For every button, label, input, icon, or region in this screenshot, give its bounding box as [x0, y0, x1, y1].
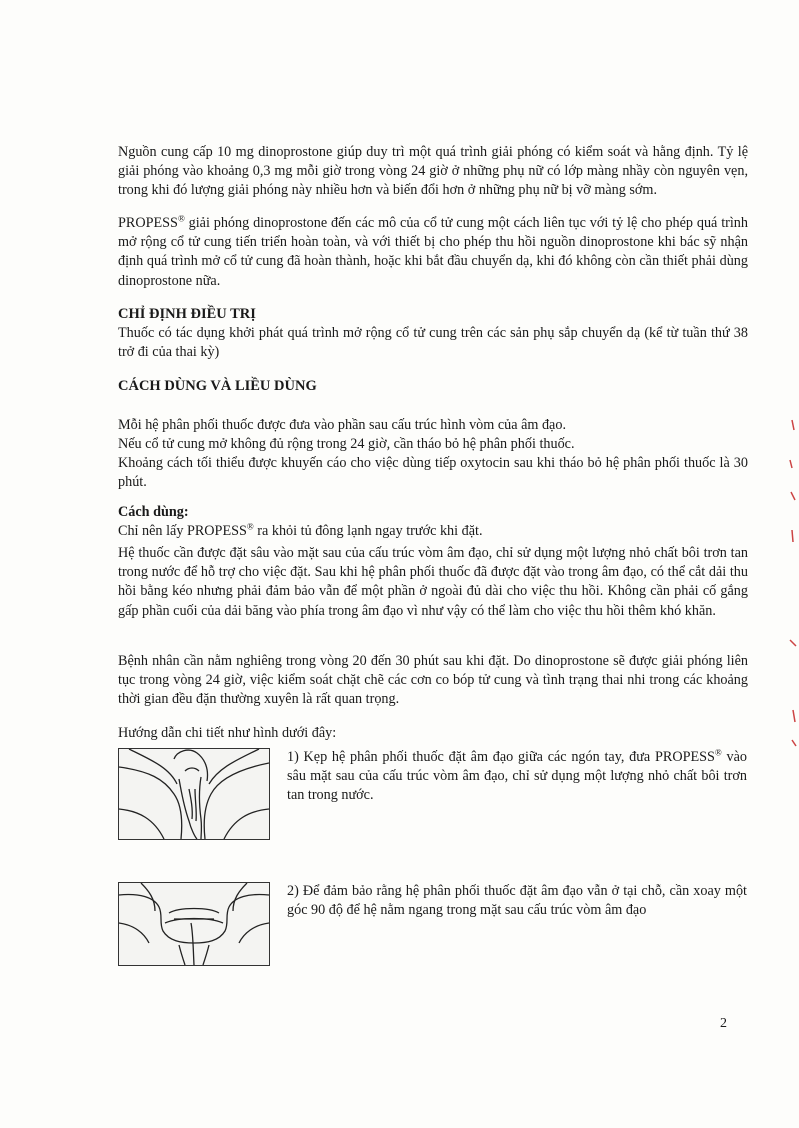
- indication-text: Thuốc có tác dụng khởi phát quá trình mở rộng cổ tử cung trên các sản phụ sắp chuyển dạ (kể từ tuần thứ 38 trở đi của thai kỳ): [118, 325, 748, 361]
- page-number: 2: [720, 1016, 727, 1031]
- usage-line-1: [118, 522, 748, 541]
- step-1-text: [287, 748, 747, 806]
- intro-paragraph-2: [118, 214, 748, 291]
- usage-paragraph-2: Bệnh nhân cần nằm nghiêng trong vòng 20 đến 30 phút sau khi đặt. Do dinoprostone sẽ được giải phóng liên tục trong vòng 24 giờ, việc kiểm soát chặt chẽ các cơn co bóp tử cung và tình trạng thai nhi trong các khoảng thời gian đều đặn thường xuyên là rất quan trọng.: [118, 653, 748, 708]
- step-2-pre: 2) Để đảm bảo rằng hệ phân phối thuốc đặt âm đạo vẫn ở tại chỗ, cần xoay một góc 90 độ để hệ nằm ngang trong mặt sau cấu trúc vòm âm đạo: [287, 883, 747, 919]
- step-2-text: [287, 882, 747, 920]
- scan-edge-marks-icon: [776, 410, 799, 770]
- placement-drawing-icon: [119, 883, 269, 965]
- insertion-illustration-1: [118, 748, 270, 840]
- dosage-line-3: Khoảng cách tối thiểu được khuyến cáo cho việc dùng tiếp oxytocin sau khi tháo bỏ hệ phân phối thuốc là 30 phút.: [118, 455, 748, 491]
- intro-paragraph-1: Nguồn cung cấp 10 mg dinoprostone giúp duy trì một quá trình giải phóng có kiểm soát và hằng định. Tỷ lệ giải phóng vào khoảng 0,3 mg mỗi giờ trong vòng 24 giờ ở những phụ nữ có lớp màng nhầy còn nguyên vẹn, trong khi đó lượng giải phóng này nhiều hơn và biến đổi hơn ở những phụ nữ bị vỡ màng sớm.: [118, 144, 748, 199]
- step-1-pre: 1) Kẹp hệ phân phối thuốc đặt âm đạo giữa các ngón tay, đưa PROPESS: [287, 749, 715, 765]
- usage-line-1-pre: Chỉ nên lấy PROPESS: [118, 523, 247, 539]
- registered-mark: ®: [714, 747, 722, 758]
- insertion-illustration-2: [118, 882, 270, 966]
- dosage-line-1: Mỗi hệ phân phối thuốc được đưa vào phần sau cấu trúc hình vòm của âm đạo.: [118, 417, 566, 433]
- guide-text: Hướng dẫn chi tiết như hình dưới đây:: [118, 725, 337, 741]
- usage-line-1-post: ra khỏi tủ đông lạnh ngay trước khi đặt.: [253, 523, 483, 539]
- registered-mark: ®: [177, 213, 185, 224]
- insertion-drawing-icon: [119, 749, 269, 839]
- usage-paragraph: Hệ thuốc cần được đặt sâu vào mặt sau của cấu trúc vòm âm đạo, chỉ sử dụng một lượng nhỏ chất bôi trơn tan trong nước để hỗ trợ cho việc đặt. Sau khi hệ phân phối thuốc đã được đặt vào trong âm đạo, có thể cắt dải thu hồi bằng kéo nhưng phải đảm bảo vẫn để một phần ở ngoài đủ dài cho việc thu hồi. Không cần phải cố gắng gấp phần cuối của dải băng vào phía trong âm đạo vì như vậy có thể làm cho việc thu hồi thêm khó khăn.: [118, 545, 748, 619]
- brand-name: PROPESS: [118, 215, 178, 231]
- registered-mark: ®: [246, 521, 254, 532]
- intro-paragraph-2-text: giải phóng dinoprostone đến các mô của cổ tử cung một cách liên tục với tỷ lệ cho phép quá trình mở rộng cổ tử cung tiến triển hoàn toàn, và với thiết bị cho phép thu hồi nguồn dinoprostone khi bác sỹ nhận định quá trình mở cổ tử cung đã hoàn thành, hoặc khi bắt đầu chuyển dạ, khi đó không còn cần thiết phải dùng dinoprostone nữa.: [118, 215, 748, 289]
- dosage-heading: CÁCH DÙNG VÀ LIỀU DÙNG: [118, 378, 317, 394]
- indication-heading: CHỈ ĐỊNH ĐIỀU TRỊ: [118, 306, 256, 322]
- dosage-line-2: Nếu cổ tử cung mở không đủ rộng trong 24 giờ, cần tháo bỏ hệ phân phối thuốc.: [118, 436, 575, 452]
- step-1-post: vào sâu mặt sau của cấu trúc vòm âm đạo, chỉ sử dụng một lượng nhỏ chất bôi trơn tan trong nước.: [287, 749, 747, 804]
- usage-subheading: Cách dùng:: [118, 504, 189, 520]
